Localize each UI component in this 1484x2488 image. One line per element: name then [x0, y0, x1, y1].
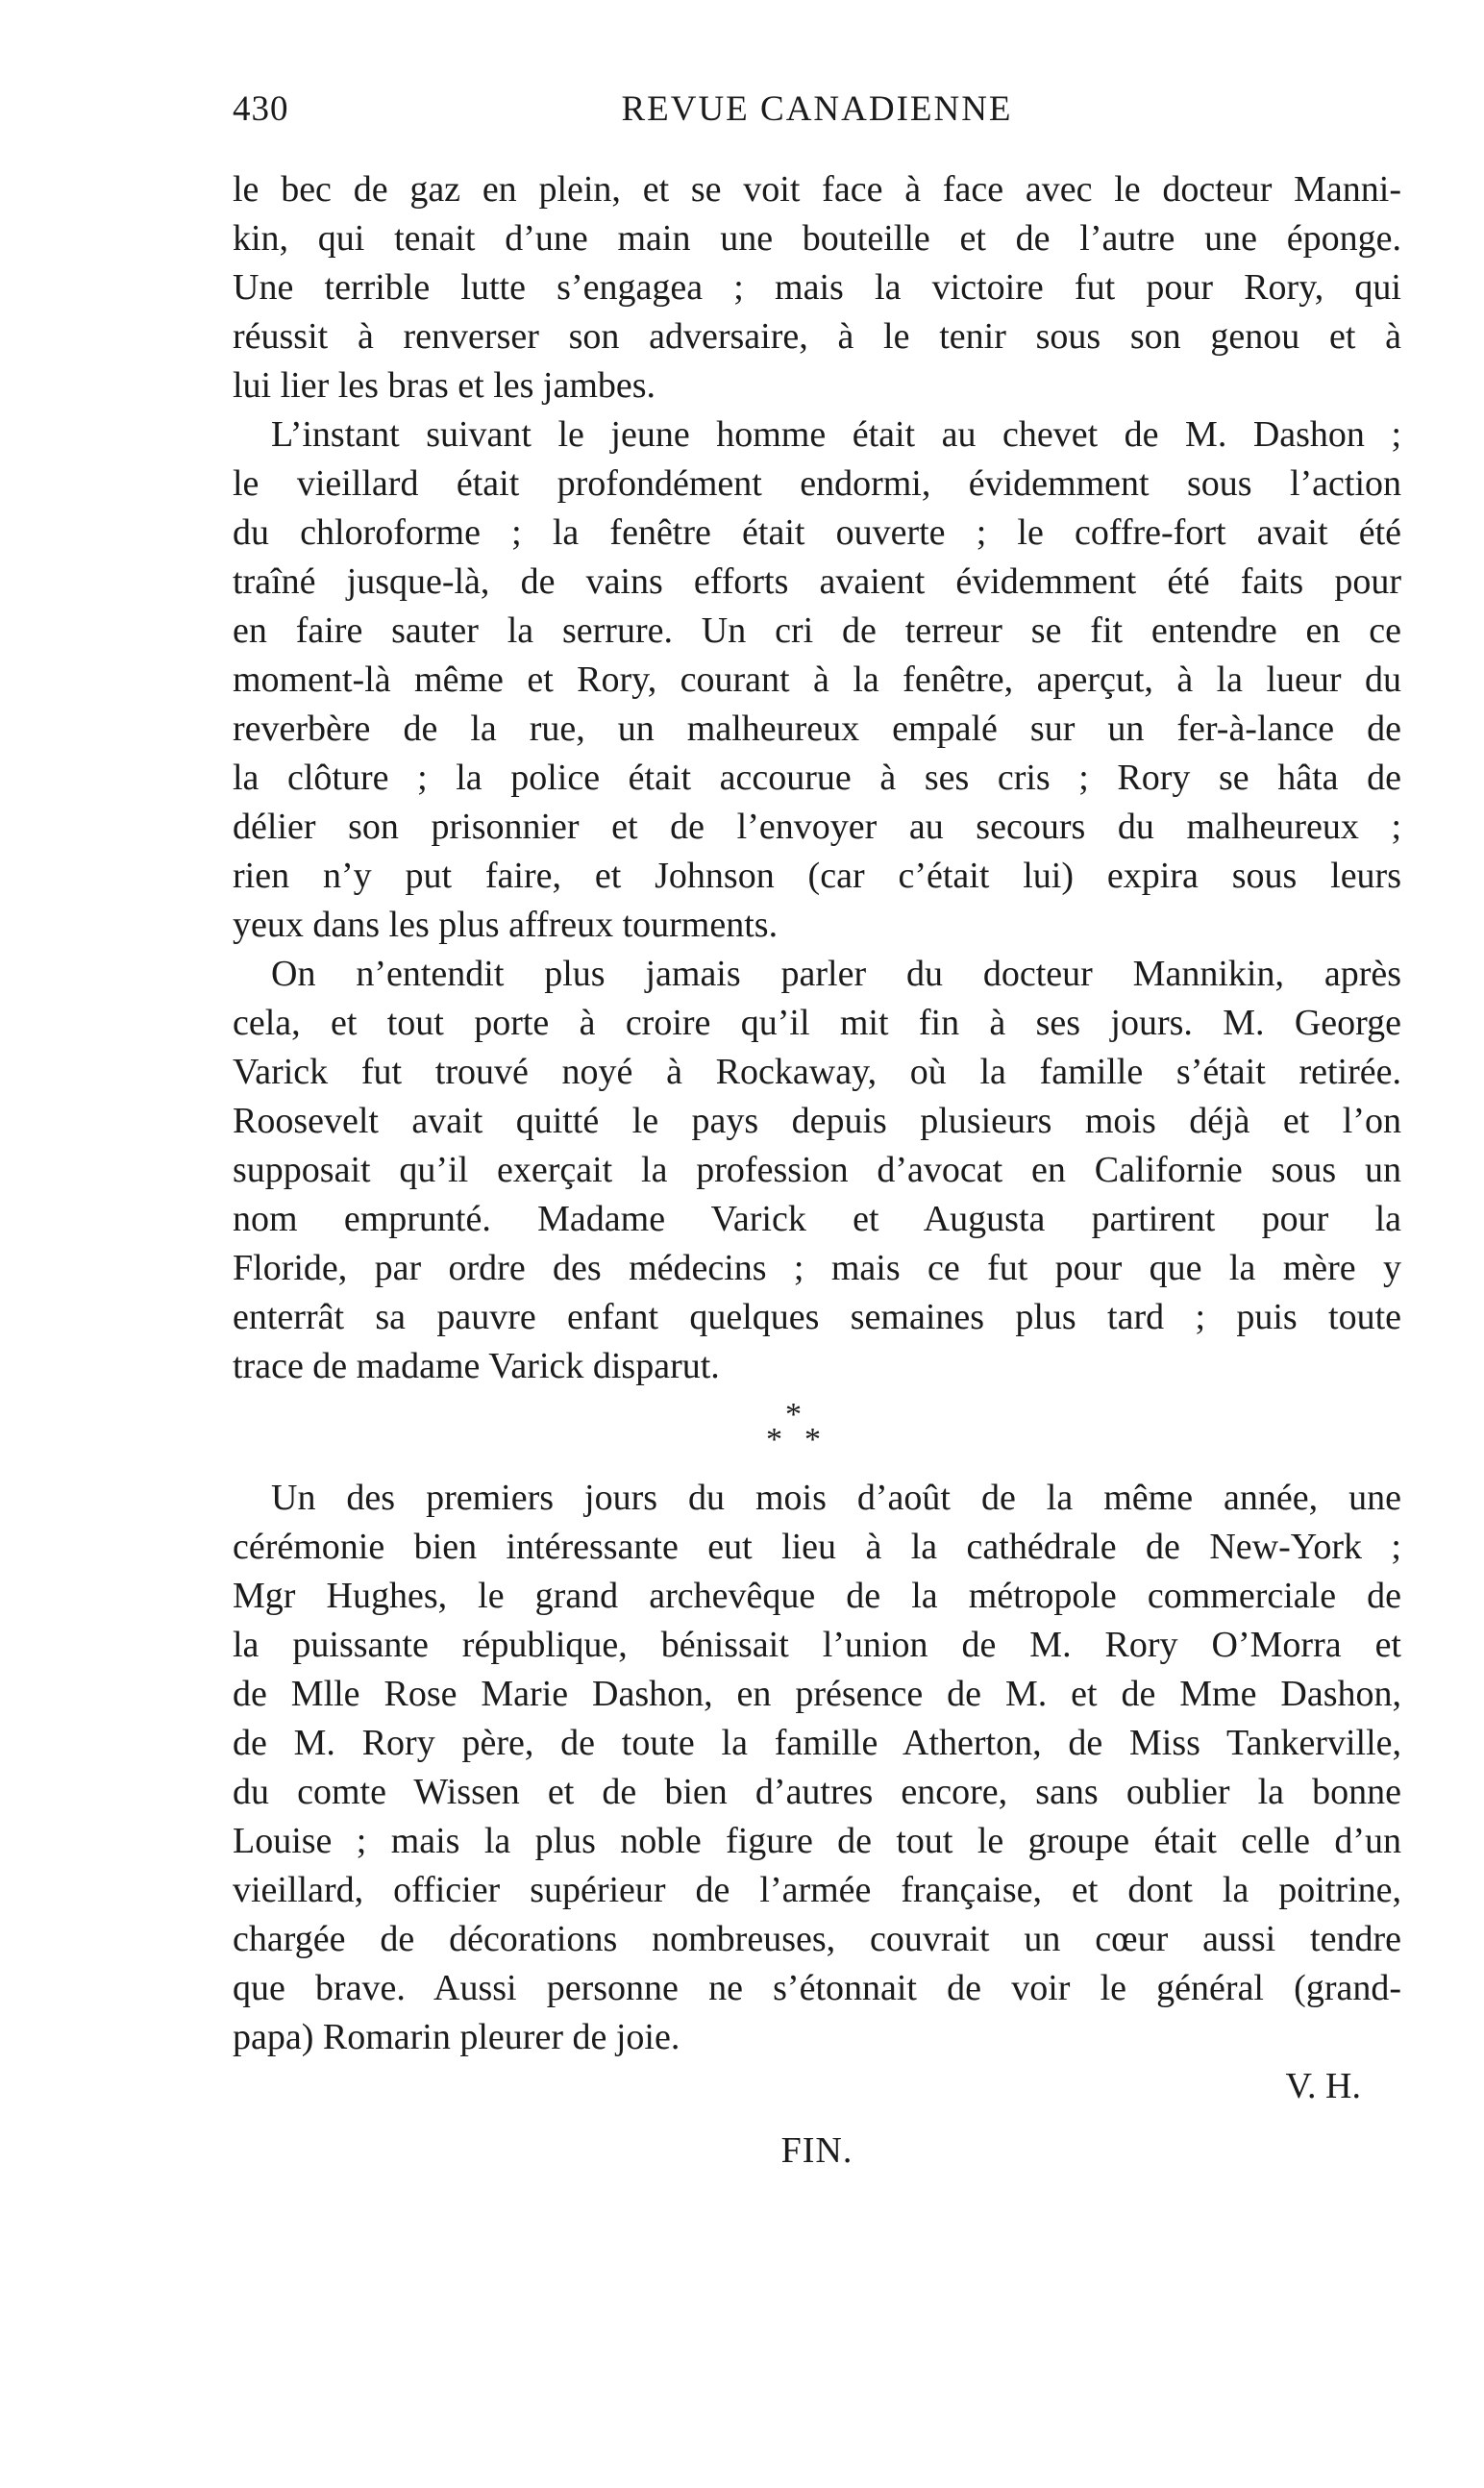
text-line: en faire sauter la serrure. Un cri de terreur se fit entendre en ce — [233, 610, 1401, 651]
text-line: papa) Romarin pleurer de joie. — [233, 2017, 680, 2057]
text-line: de Mlle Rose Marie Dashon, en présence de M. et de Mme Dashon, — [233, 1674, 1401, 1714]
text-line: le bec de gaz en plein, et se voit face à face avec le docteur Manni- — [233, 169, 1401, 210]
text-line: moment-là même et Rory, courant à la fenêtre, aperçut, à la lueur du — [233, 659, 1401, 700]
text-line: la clôture ; la police était accourue à ses cris ; Rory se hâta de — [233, 758, 1401, 798]
page-number: 430 — [233, 89, 289, 129]
text-line: reverbère de la rue, un malheureux empalé sur un fer-à-lance de — [233, 709, 1401, 749]
text-line: enterrât sa pauvre enfant quelques semaines plus tard ; puis toute — [233, 1297, 1401, 1337]
text-line: nom emprunté. Madame Varick et Augusta partirent pour la — [233, 1199, 1401, 1239]
paragraph — [233, 411, 1401, 950]
text-line: Floride, par ordre des médecins ; mais ce fut pour que la mère y — [233, 1248, 1401, 1288]
text-line: Varick fut trouvé noyé à Rockaway, où la famille s’était retirée. — [233, 1052, 1401, 1092]
running-title: REVUE CANADIENNE — [621, 89, 1013, 129]
author-signature: V. H. — [1285, 2066, 1361, 2106]
text-line: Un des premiers jours du mois d’août de la même année, une — [271, 1478, 1401, 1518]
text-line: délier son prisonnier et de l’envoyer au secours du malheureux ; — [233, 807, 1401, 847]
text-line: traîné jusque-là, de vains efforts avaient évidemment été faits pour — [233, 561, 1401, 602]
section-break-asterism — [233, 1393, 1401, 1474]
text-line: On n’entendit plus jamais parler du docteur Mannikin, après — [271, 954, 1401, 994]
text-line: lui lier les bras et les jambes. — [233, 365, 656, 406]
asterisk: * — [766, 1422, 782, 1457]
paragraph — [233, 1474, 1401, 2062]
asterisk: * — [785, 1397, 802, 1432]
text-line: du chloroforme ; la fenêtre était ouverte ; le coffre-fort avait été — [233, 512, 1401, 553]
text-line: la puissante république, bénissait l’union de M. Rory O’Morra et — [233, 1625, 1401, 1665]
text-line: yeux dans les plus affreux tourments. — [233, 905, 779, 945]
text-line: Une terrible lutte s’engagea ; mais la victoire fut pour Rory, qui — [233, 267, 1401, 308]
text-line: du comte Wissen et de bien d’autres encore, sans oublier la bonne — [233, 1772, 1401, 1812]
end-mark: FIN. — [780, 2130, 853, 2171]
text-line: Mgr Hughes, le grand archevêque de la métropole commerciale de — [233, 1576, 1401, 1616]
text-line: Roosevelt avait quitté le pays depuis plusieurs mois déjà et l’on — [233, 1101, 1401, 1141]
text-line: le vieillard était profondément endormi, évidemment sous l’action — [233, 463, 1401, 504]
text-line: trace de madame Varick disparut. — [233, 1346, 720, 1386]
text-line: supposait qu’il exerçait la profession d’avocat en Californie sous un — [233, 1150, 1401, 1190]
paragraph — [233, 950, 1401, 1391]
text-line: L’instant suivant le jeune homme était au chevet de M. Dashon ; — [271, 414, 1401, 455]
article-body — [233, 165, 1401, 2176]
text-line: rien n’y put faire, et Johnson (car c’était lui) expira sous leurs — [233, 856, 1401, 896]
text-line: cela, et tout porte à croire qu’il mit fin à ses jours. M. George — [233, 1003, 1401, 1043]
text-line: chargée de décorations nombreuses, couvrait un cœur aussi tendre — [233, 1919, 1401, 1959]
text-line: vieillard, officier supérieur de l’armée française, et dont la poitrine, — [233, 1870, 1401, 1910]
text-line: que brave. Aussi personne ne s’étonnait de voir le général (grand- — [233, 1968, 1401, 2008]
asterisk: * — [804, 1422, 821, 1457]
text-line: Louise ; mais la plus noble figure de tout le groupe était celle d’un — [233, 1821, 1401, 1861]
text-line: cérémonie bien intéressante eut lieu à la cathédrale de New-York ; — [233, 1527, 1401, 1567]
text-line: de M. Rory père, de toute la famille Atherton, de Miss Tankerville, — [233, 1723, 1401, 1763]
text-line: réussit à renverser son adversaire, à le tenir sous son genou et à — [233, 316, 1401, 357]
text-line: kin, qui tenait d’une main une bouteille et de l’autre une éponge. — [233, 218, 1401, 259]
paragraph — [233, 165, 1401, 411]
page-header — [233, 88, 1401, 137]
